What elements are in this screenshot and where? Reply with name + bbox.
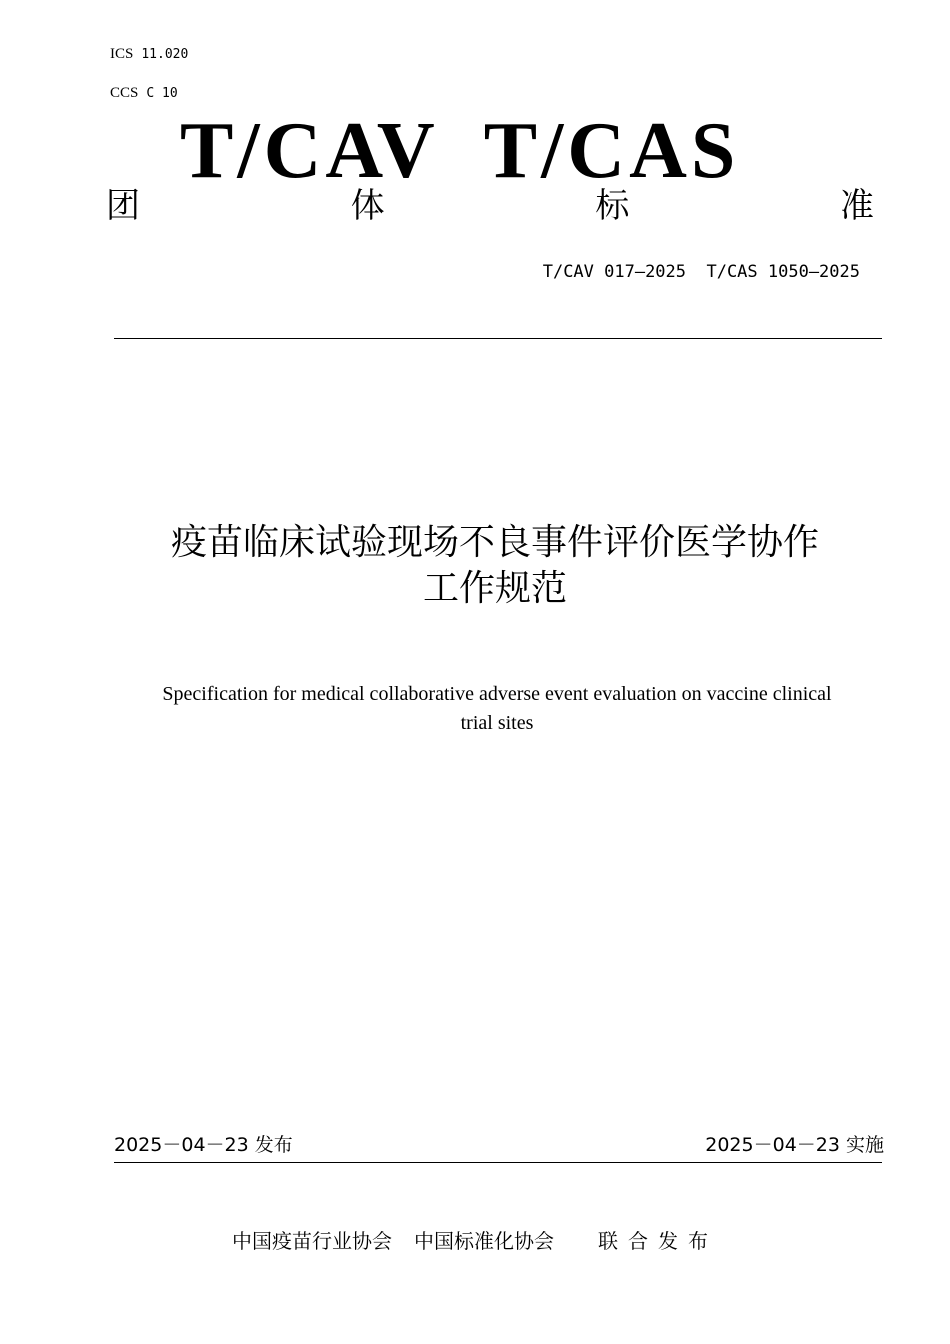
document-title-chinese — [100, 520, 890, 612]
publisher-name: 中国疫苗行业协会 — [232, 1229, 392, 1253]
issue-date: 2025－04－23 发布 — [114, 1134, 293, 1156]
header-divider — [114, 338, 882, 339]
publishers — [0, 1226, 950, 1256]
implementation-date: 2025－04－23 实施 — [705, 1134, 884, 1156]
ics-classification — [110, 46, 188, 63]
standard-type-char: 团 — [106, 186, 140, 226]
ccs-classification — [110, 85, 178, 102]
title-english-line: Specification for medical collaborative adverse event evaluation on vaccine clinical — [162, 683, 832, 705]
standard-number: T/CAV 017—2025 T/CAS 1050—2025 — [542, 262, 860, 282]
standard-type-char: 体 — [350, 186, 385, 226]
title-chinese-line: 疫苗临床试验现场不良事件评价医学协作 — [170, 522, 819, 563]
standard-code-heading: T/CAV T/CAS — [180, 107, 740, 195]
joint-release-label: 联合发布 — [598, 1229, 718, 1253]
title-english-line: trial sites — [460, 712, 534, 734]
ccs-value: C 10 — [146, 86, 178, 101]
ics-value: 11.020 — [141, 47, 189, 62]
ics-label: ICS — [110, 46, 134, 62]
standard-type-char: 准 — [839, 186, 874, 226]
title-chinese-line: 工作规范 — [422, 568, 567, 609]
standard-type — [106, 184, 874, 228]
document-title-english — [110, 680, 884, 738]
footer-divider — [114, 1162, 882, 1163]
publisher-name: 中国标准化协会 — [414, 1229, 554, 1253]
ccs-label: CCS — [110, 85, 139, 101]
standard-type-char: 标 — [595, 186, 630, 226]
